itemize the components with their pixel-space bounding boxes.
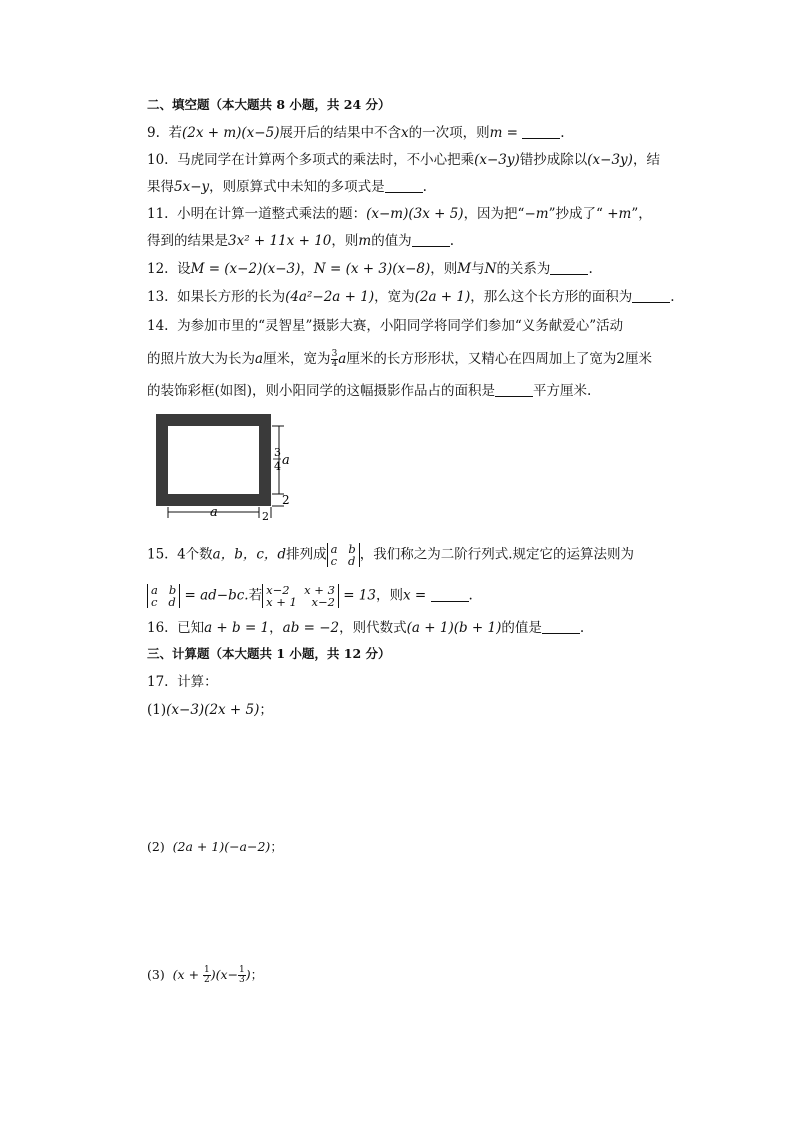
text: 已知 xyxy=(177,620,205,636)
text: 厘米，宽为 xyxy=(263,351,331,367)
text: . xyxy=(422,179,427,195)
text: ，则 xyxy=(375,587,403,604)
text: 若 xyxy=(168,125,182,141)
question-17-part-3 xyxy=(147,966,263,985)
math-var: m xyxy=(358,233,372,249)
text: ， xyxy=(269,620,283,636)
question-15-line-2 xyxy=(147,584,473,608)
fraction-numerator: 3 xyxy=(331,349,338,359)
question-15-line-1 xyxy=(147,543,634,567)
text: 的装饰彩框(如图)，则小阳同学的这幅摄影作品占的面积是 xyxy=(147,383,496,399)
math-expr: N = (x + 3)(x−8) xyxy=(313,261,431,277)
math-expr: a + b = 1 xyxy=(204,620,270,636)
text: 设 xyxy=(177,261,191,277)
answer-blank[interactable] xyxy=(522,124,560,139)
text: 与 xyxy=(471,261,485,277)
text: ，宽为 xyxy=(374,289,415,305)
math-expr: (x−3y) xyxy=(587,152,633,168)
section-title-calculation xyxy=(147,645,391,663)
determinant-row: a b xyxy=(151,583,177,597)
text: ，则 xyxy=(430,261,458,277)
text: 厘米 xyxy=(624,351,652,367)
answer-blank[interactable] xyxy=(412,232,450,247)
math-expr: (x−m)(3x + 5) xyxy=(366,206,464,222)
math-expr: −m xyxy=(524,206,549,222)
math-expr: 5x−y xyxy=(174,179,210,195)
math-var: M xyxy=(457,261,472,277)
question-9 xyxy=(147,124,565,142)
question-number: 12. xyxy=(147,261,169,277)
question-number: 9. xyxy=(147,125,160,141)
math-expr: m = xyxy=(489,125,518,141)
math-expr: +m xyxy=(607,206,632,222)
question-11-line-1 xyxy=(147,205,652,223)
question-16 xyxy=(147,619,584,637)
answer-blank[interactable] xyxy=(495,382,533,397)
text: ， xyxy=(300,261,314,277)
text: . xyxy=(588,261,593,277)
question-17 xyxy=(147,673,218,691)
question-13 xyxy=(147,288,675,306)
text: 得到的结果是 xyxy=(147,233,228,249)
question-number: 13. xyxy=(147,289,169,305)
text: 的一次项，则 xyxy=(408,125,490,141)
math-expr: ) xyxy=(245,967,251,982)
text: ，我们称之为二阶行列式.规定它的运算法则为 xyxy=(359,546,635,563)
math-var: x xyxy=(400,125,409,141)
math-expr: (a + 1)(b + 1) xyxy=(406,620,502,636)
figure-label-frac-numerator: 3 xyxy=(274,446,281,459)
math-expr: a，b，c，d xyxy=(212,546,287,563)
question-number: 17. xyxy=(147,674,169,690)
text: 2 xyxy=(616,351,625,367)
question-11-line-2 xyxy=(147,232,454,250)
determinant-row: c d xyxy=(151,595,176,609)
math-expr: (x−3y) xyxy=(474,152,520,168)
answer-blank[interactable] xyxy=(542,619,580,634)
question-number: 14. xyxy=(147,318,169,334)
determinant xyxy=(147,584,180,608)
text: . xyxy=(449,233,454,249)
text: 马虎同学在计算两个多项式的乘法时，不小心把乘 xyxy=(177,152,475,168)
text: . xyxy=(560,125,565,141)
text: ，那么这个长方形的面积为 xyxy=(470,289,633,305)
text: ，结 xyxy=(632,152,660,168)
question-17-part-1 xyxy=(147,701,273,719)
text: 小明在计算一道整式乘法的题： xyxy=(177,206,367,222)
figure-label-frac-denominator: 4 xyxy=(274,460,281,473)
figure-label-frac-var: a xyxy=(282,453,290,468)
frame-inner xyxy=(168,426,259,494)
question-12 xyxy=(147,260,593,278)
text: 如果长方形的长为 xyxy=(177,289,286,305)
figure-label-2-bottom: 2 xyxy=(262,510,269,523)
math-expr: M = (x−2)(x−3) xyxy=(190,261,301,277)
math-expr: = ad−bc. xyxy=(184,587,249,604)
answer-blank[interactable] xyxy=(632,288,670,303)
text: ”， xyxy=(631,206,652,222)
text: . xyxy=(579,620,585,636)
fraction-denominator: 3 xyxy=(239,975,245,985)
question-14-line-1 xyxy=(147,317,623,335)
determinant-row: c d xyxy=(330,554,356,568)
math-expr: ab = −2 xyxy=(282,620,340,636)
determinant xyxy=(262,584,339,608)
text: 错抄成除以 xyxy=(519,152,588,168)
fraction xyxy=(238,966,246,985)
math-expr: 3x² + 11x + 10 xyxy=(228,233,332,249)
math-var: a xyxy=(255,351,264,367)
text: 若 xyxy=(248,587,263,604)
part-label: (2) xyxy=(147,839,165,854)
math-expr: (2a + 1)(−a−2) xyxy=(172,839,271,854)
question-number: 15. xyxy=(147,546,169,563)
part-label: (1) xyxy=(147,702,167,718)
section-title-text: 二、填空题（本大题共 8 小题，共 24 分） xyxy=(147,97,391,112)
math-expr: (4a²−2a + 1) xyxy=(285,289,375,305)
figure-label-2-right: 2 xyxy=(282,493,290,507)
text: ； xyxy=(250,967,264,982)
question-17-part-2 xyxy=(147,838,283,856)
text: 的关系为 xyxy=(496,261,551,277)
math-expr: (2a + 1) xyxy=(414,289,471,305)
math-expr: = 13 xyxy=(343,587,376,604)
answer-blank[interactable] xyxy=(431,587,469,602)
question-number: 10. xyxy=(147,152,169,168)
question-number: 16. xyxy=(147,620,169,636)
math-var: a xyxy=(338,351,347,367)
text: ，则代数式 xyxy=(339,620,407,636)
text: 排列成 xyxy=(286,546,327,563)
fraction-denominator: 4 xyxy=(331,359,338,369)
determinant xyxy=(327,543,360,567)
question-10-line-1 xyxy=(147,151,660,169)
math-var: N xyxy=(484,261,497,277)
text: 果得 xyxy=(147,179,174,195)
part-label: (3) xyxy=(147,967,165,982)
fraction-denominator: 2 xyxy=(204,975,210,985)
text: . xyxy=(468,587,473,604)
text: 的值为 xyxy=(371,233,412,249)
question-number: 11. xyxy=(147,206,169,222)
text: 平方厘米. xyxy=(533,383,592,399)
text: 计算： xyxy=(177,674,218,690)
text: ，因为把“ xyxy=(463,206,525,222)
section-title-fill-in xyxy=(147,96,391,114)
text: ； xyxy=(259,702,273,718)
determinant-row: x−2 x + 3 xyxy=(266,583,335,597)
question-14-line-3 xyxy=(147,382,591,400)
text: ”抄成了“ xyxy=(548,206,608,222)
fraction-numerator: 1 xyxy=(239,965,245,975)
text: . xyxy=(670,289,675,305)
text: ，则原算式中未知的多项式是 xyxy=(209,179,385,195)
text: 展开后的结果中不含 xyxy=(279,125,401,141)
text: 厘米的长方形形状，又精心在四周加上了宽为 xyxy=(346,351,617,367)
math-expr: x = xyxy=(402,587,427,604)
text: 4个数 xyxy=(177,546,213,563)
math-expr: (2x + m)(x−5) xyxy=(181,125,280,141)
determinant-row: x + 1 x−2 xyxy=(266,595,335,609)
picture-frame-figure xyxy=(150,408,310,523)
text: ，则 xyxy=(331,233,359,249)
answer-blank[interactable] xyxy=(385,178,423,193)
math-expr: (x + xyxy=(172,967,204,982)
figure-label-a: a xyxy=(210,505,218,520)
answer-blank[interactable] xyxy=(550,260,588,275)
section-title-text: 三、计算题（本大题共 1 小题，共 12 分） xyxy=(147,646,391,661)
math-expr: (x−3)(2x + 5) xyxy=(166,702,260,718)
math-expr: )(x− xyxy=(210,967,239,982)
question-10-line-2 xyxy=(147,178,427,196)
determinant-row: a b xyxy=(330,542,356,556)
text: 的照片放大为长为 xyxy=(147,351,255,367)
question-14-line-2 xyxy=(147,350,652,369)
text: 的值是 xyxy=(501,620,542,636)
text: ； xyxy=(270,839,283,854)
fraction-numerator: 1 xyxy=(204,965,210,975)
fraction xyxy=(203,966,211,985)
text: 为参加市里的“灵智星”摄影大赛，小阳同学将同学们参加“义务献爱心”活动 xyxy=(177,318,624,334)
